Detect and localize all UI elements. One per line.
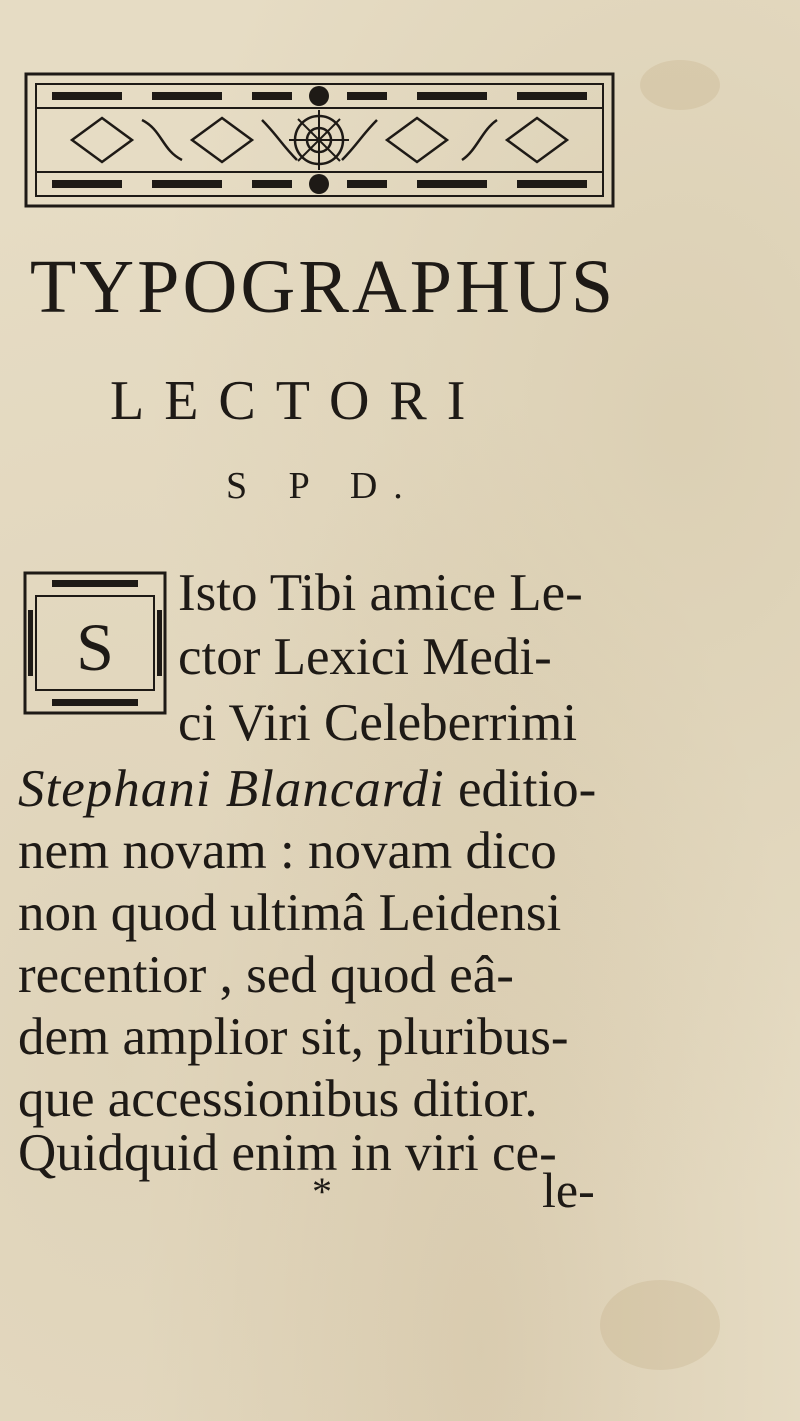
text-fragment: editio- [457,760,597,818]
paper-stain [640,60,720,110]
text-line: recentior , sed quod eâ- [18,946,514,1004]
text-line: Quidquid enim in viri ce- [18,1124,557,1182]
text-line: non quod ultimâ Leidensi [18,884,562,942]
text-line: dem amplior sit, pluribus- [18,1008,569,1066]
catchword: le- [542,1162,595,1218]
initial-letter: S [76,609,114,685]
text-line [18,756,596,822]
text-line: nem novam : novam dico [18,822,557,880]
paper-stain [600,1280,720,1370]
page-subtitle: LECTORI [110,370,486,432]
text-line: ci Viri Celeberrimi [178,694,578,752]
text-line: ctor Lexici Medi- [178,628,552,686]
page-title: TYPOGRAPHUS [29,245,617,329]
salutation: S P D. [226,465,419,507]
ornamental-headpiece-icon [22,70,617,210]
decorated-initial-frame-icon [22,570,168,716]
text-line: Isto Tibi amice Le- [178,564,583,622]
text-line: que accessionibus ditior. [18,1070,538,1128]
author-name: Stephani Blancardi [18,760,445,818]
signature-mark: * [312,1169,332,1214]
